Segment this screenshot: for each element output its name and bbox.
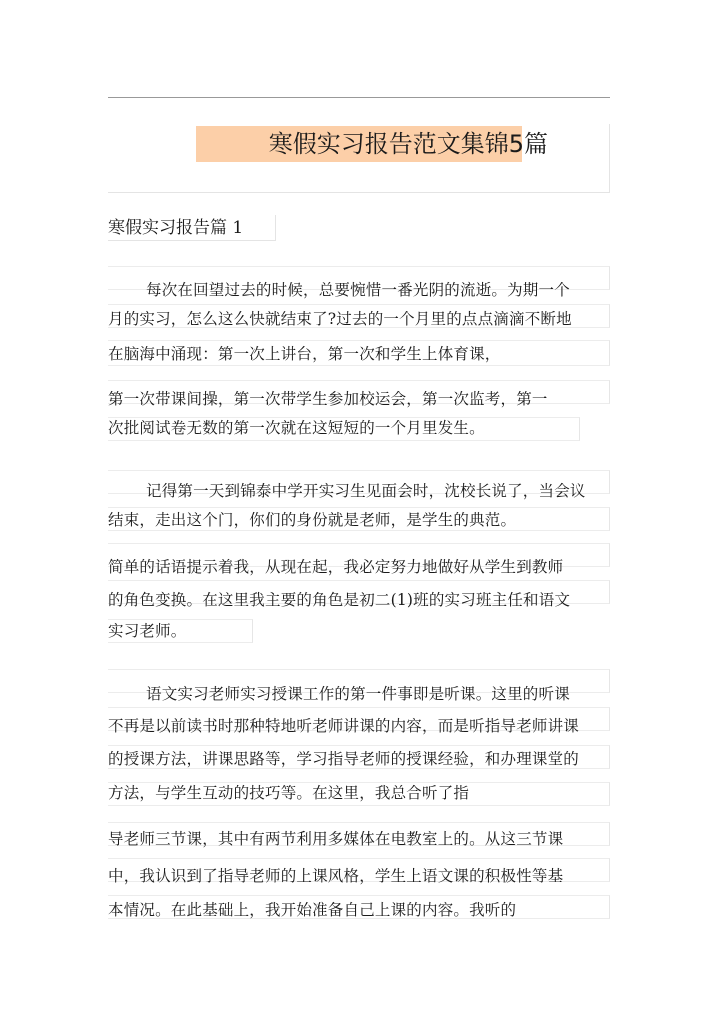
body-line: 次批阅试卷无数的第一次就在这短短的一个月里发生。	[108, 419, 485, 437]
body-line: 方法，与学生互动的技巧等。在这里，我总合听了指	[108, 784, 470, 802]
body-line: 导老师三节课，其中有两节利用多媒体在电教室上的。从这三节课	[108, 830, 564, 848]
body-line: 中，我认识到了指导老师的上课风格，学生上语文课的积极性等基	[108, 867, 564, 885]
body-line: 简单的话语提示着我，从现在起，我必定努力地做好从学生到教师	[108, 558, 564, 576]
body-line: 记得第一天到锦泰中学开实习生见面会时，沈校长说了，当会议	[146, 482, 586, 500]
body-line: 月的实习，怎么这么快就结束了?过去的一个月里的点点滴滴不断地	[108, 310, 572, 328]
body-line: 每次在回望过去的时候，总要惋惜一番光阴的流逝。为期一个	[146, 281, 570, 299]
body-line: 本情况。在此基础上，我开始准备自己上课的内容。我听的	[108, 901, 517, 919]
title-suffix: 篇	[524, 130, 548, 158]
body-line: 实习老师。	[108, 622, 187, 640]
section-heading: 寒假实习报告篇 1	[108, 218, 244, 238]
body-line: 的角色变换。在这里我主要的角色是初二(1)班的实习班主任和语文	[108, 591, 571, 609]
body-line: 结束，走出这个门，你们的身份就是老师，是学生的典范。	[108, 511, 517, 529]
body-line: 语文实习老师实习授课工作的第一件事即是听课。这里的听课	[146, 685, 570, 703]
body-line: 第一次带课间操，第一次带学生参加校运会，第一次监考，第一	[108, 390, 548, 408]
body-line: 在脑海中涌现：第一次上讲台，第一次和学生上体育课，	[108, 345, 501, 363]
document-title	[196, 126, 566, 162]
title-text: 寒假实习报告范文集锦	[268, 130, 509, 158]
title-number: 5	[508, 130, 524, 158]
top-rule	[108, 97, 610, 98]
body-line: 的授课方法，讲课思路等，学习指导老师的授课经验，和办理课堂的	[108, 750, 580, 768]
body-line: 不再是以前读书时那种特地听老师讲课的内容，而是听指导老师讲课	[108, 717, 580, 735]
